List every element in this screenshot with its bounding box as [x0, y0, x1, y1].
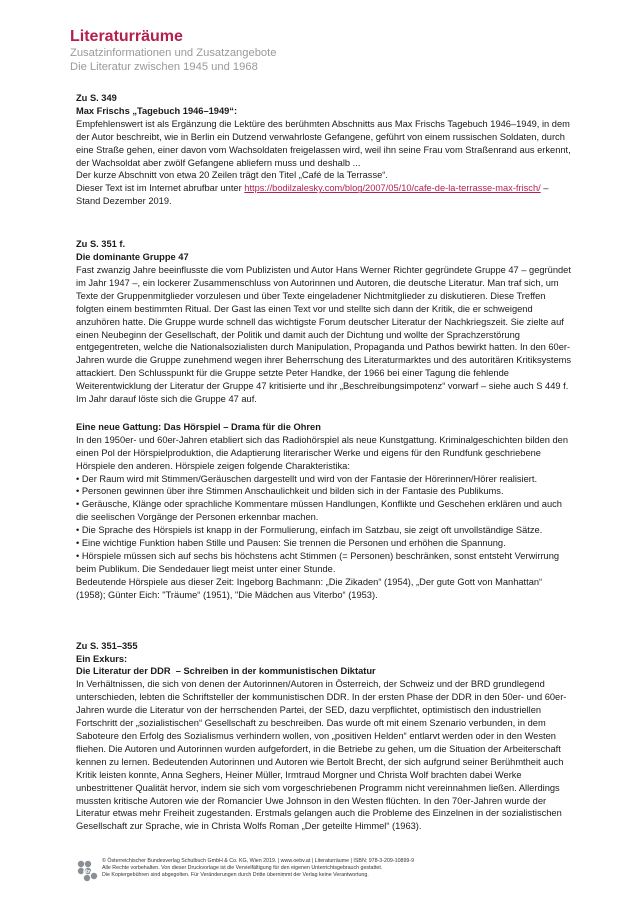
- paragraph: Der kurze Abschnitt von etwa 20 Zeilen trägt den Titel „Café de la Terrasse“.: [76, 170, 388, 181]
- bullet-item: • Der Raum wird mit Stimmen/Geräuschen dargestellt und wird von der Fantasie der Hörerinnen/Hörer realisiert.: [76, 473, 538, 484]
- web-link[interactable]: https://bodilzalesky.com/blog/2007/05/10/cafe-de-la-terrasse-max-frisch/: [244, 183, 541, 194]
- section-heading: Die Literatur der DDR – Schreiben in der kommunistischen Diktatur: [76, 666, 376, 677]
- section-heading: Eine neue Gattung: Das Hörspiel – Drama für die Ohren: [76, 421, 321, 432]
- page-reference: Zu S. 349: [76, 93, 117, 103]
- copyright-line: © Österreichischer Bundesverlag Schulbuch GmbH & Co. KG, Wien 2019. | www.oebv.at | Literaturräume | ISBN: 978-3-209-10899-9: [102, 858, 415, 864]
- bullet-item: • Eine wichtige Funktion haben Stille und Pausen: Sie trennen die Personen und erhöhen die Spannung.: [76, 538, 506, 549]
- bullet-item: • Geräusche, Klänge oder sprachliche Kommentare müssen Handlungen, Konflikte und Geschehen erklären und auch die seelischen Vorgänge der Personen erkennbar machen.: [76, 499, 562, 523]
- rights-line: Alle Rechte vorbehalten. Von dieser Druckvorlage ist die Vervielfältigung für den eigenen Unterrichtsgebrauch gestattet.: [102, 865, 383, 872]
- content: [76, 92, 572, 833]
- bullet-item: • Hörspiele müssen sich auf sechs bis höchstens acht Stimmen (= Personen) beschränken, sonst entsteht Verwirrung beim Publikum. Die Sendedauer liegt meist unter einer Stunde.: [76, 551, 560, 574]
- paragraph: In den 1950er- und 60er-Jahren etabliert sich das Radiohörspiel als neue Kunstgattung. Kriminalgeschichten bilden den einen Pol der Hörspielproduktion, die Adaptierung literarischer Werke und eigens für den Rundfunk geschriebene Hörspiele den anderen. Hörspiele zeigen folgende Charakteristika:: [76, 434, 569, 471]
- section-heading: Max Frischs „Tagebuch 1946–1949“:: [76, 105, 238, 116]
- footer-text: [102, 858, 414, 880]
- bullet-item: • Die Sprache des Hörspiels ist knapp in der Formulierung, einfach im Satzbau, sie zeigt oft unvollständige Sätze.: [76, 525, 543, 536]
- page-title: Literaturräume: [70, 28, 183, 45]
- page-reference: Zu S. 351 f.: [76, 239, 126, 250]
- section-ddr: [76, 640, 572, 834]
- text: – Stand Dezember 2019.: [76, 183, 549, 207]
- paragraph: In Verhältnissen, die sich von denen der Autorinnen/Autoren in Österreich, der Schweiz und der BRD grundlegend unterschieden, lebten die Schriftsteller der kommunistischen DDR. In der ersten Phase der DDR in den 50er- und 60er- Jahren wurde die Literatur von der herrschenden Partei, der SED, dazu verpflichtet, optimistisch den industriellen Fortschritt der „sozialistischen“ Gesellschaft zu beschreiben. Das wurde oft mit einem Szenario verbunden, in dem Saboteure den Erfolg des Sozialismus verhindern wollen, von „positiven Helden“ entlarvt werden oder in den Westen fliehen. Die Autoren und Autorinnen wurden aufgefordert, in die Betriebe zu gehen, um die Situation der Arbeiterschaft kennen zu lernen. Bedeutenden Autorinnen und Autoren wie Bertolt Brecht, der sich aufgrund seiner Berühmtheit auch Kritik leisten konnte, Anna Seghers, Heiner Müller, Irmtraud Morgner und Christa Wolf brachten dabei Werke unbestrittener Qualität hervor, indem sie sich vom vorgeschriebenen Programm nicht vereinnahmen ließen. Allerdings mussten kritische Autoren wie der Romancier Uwe Johnson in den Westen flüchten. In den 70er-Jahren wurde der Literatur etwas mehr Freiheit zugestanden. Erstmals gelangen auch die Probleme des Einzelnen in der sozialistischen Gesellschaft zur Sprache, wie in Christa Wolfs Roman „Der geteilte Himmel“ (1963).: [76, 679, 567, 832]
- bullet-item: • Personen gewinnen über ihre Stimmen Anschaulichkeit und bilden sich in der Fantasie des Publikums.: [76, 486, 504, 497]
- paragraph: [76, 182, 572, 208]
- text: Dieser Text ist im Internet abrufbar unter: [76, 183, 245, 194]
- page-subtitle: Zusatzinformationen und Zusatzangebote: [70, 47, 277, 59]
- paragraph: Empfehlenswert ist als Ergänzung die Lektüre des berühmten Abschnitts aus Max Frischs Tagebuch 1946–1949, in dem der Autor beschreibt, wie in Berlin ein Dutzend verwahrloste Gefangene, geführt von einem russischen Soldaten, durch eine Straße gehen, einer davon vom Wachsoldaten freigelassen wird, weil ihn seine Frau vom Straßenrand aus erkennt, der Wachsoldat aber zwölf Gefangene abliefern muss und deshalb ...: [76, 118, 571, 168]
- fees-line: Die Kopiergebühren sind abgegolten. Für Veränderungen durch Dritte übernimmt der Verlag keine Verantwortung.: [102, 872, 369, 879]
- logo-text: öbv: [83, 869, 92, 875]
- paragraph: Bedeutende Hörspiele aus dieser Zeit: Ingeborg Bachmann: „Die Zikaden“ (1954), „Der gute Gott von Manhattan“ (1958); Günter Eich: "Träume“ (1951), "Die Mädchen aus Viterbo“ (1953).: [76, 576, 543, 600]
- publisher-logo-icon: [76, 860, 98, 884]
- page-reference: Zu S. 351–355: [76, 640, 138, 651]
- section-frisch: [76, 92, 572, 208]
- paragraph: Fast zwanzig Jahre beeinflusste die vom Publizisten und Autor Hans Werner Richter gegründete Gruppe 47 – gegründet im Jahr 1947 –, ein lockerer Zusammenschluss von Autorinnen und Autoren, die deutsche Literatur. Man traf sich, um Texte der Gruppenmitglieder vorzulesen und über Texte eingeladener Nichtmitglieder zu diskutieren. Diese Treffen folgten einem bestimmten Ritual. Der Gast las einen Text vor und stellte sich dann der Kritik, die er schweigend anzuhören hatte. Die Gruppe wurde schnell das wichtigste Forum deutscher Literatur der Nachkriegszeit. Sie zielte auf einen Neubeginn der Gesellschaft, der Politik und damit auch der Dichtung und wollte der Sprachzerstörung entgegentreten, welche die Nationalsozialisten durch Manipulation, Propaganda und Pathos bewirkt hatten. In den 60er-Jahren wurde die Gruppe zunehmend wegen ihrer Beherrschung des Literaturmarktes und des autoritären Kritiksystems attackiert. Den Schlusspunkt für die Gruppe setzte Peter Handke, der 1966 bei einer Tagung die fehlende Weiterentwicklung der Literatur der Gruppe 47 kritisierte und ihr „Beschreibungsimpotenz“ vorwarf – siehe auch S 449 f. Im Jahr darauf löste sich die Gruppe 47 auf.: [76, 264, 572, 405]
- page-header: [70, 27, 570, 74]
- section-hoerspiel: [76, 421, 572, 602]
- footer: [76, 858, 572, 888]
- exkurs-label: Ein Exkurs:: [76, 653, 128, 664]
- section-heading: Die dominante Gruppe 47: [76, 252, 189, 263]
- chapter-title: Die Literatur zwischen 1945 und 1968: [70, 61, 258, 73]
- section-gruppe-47: [76, 238, 572, 406]
